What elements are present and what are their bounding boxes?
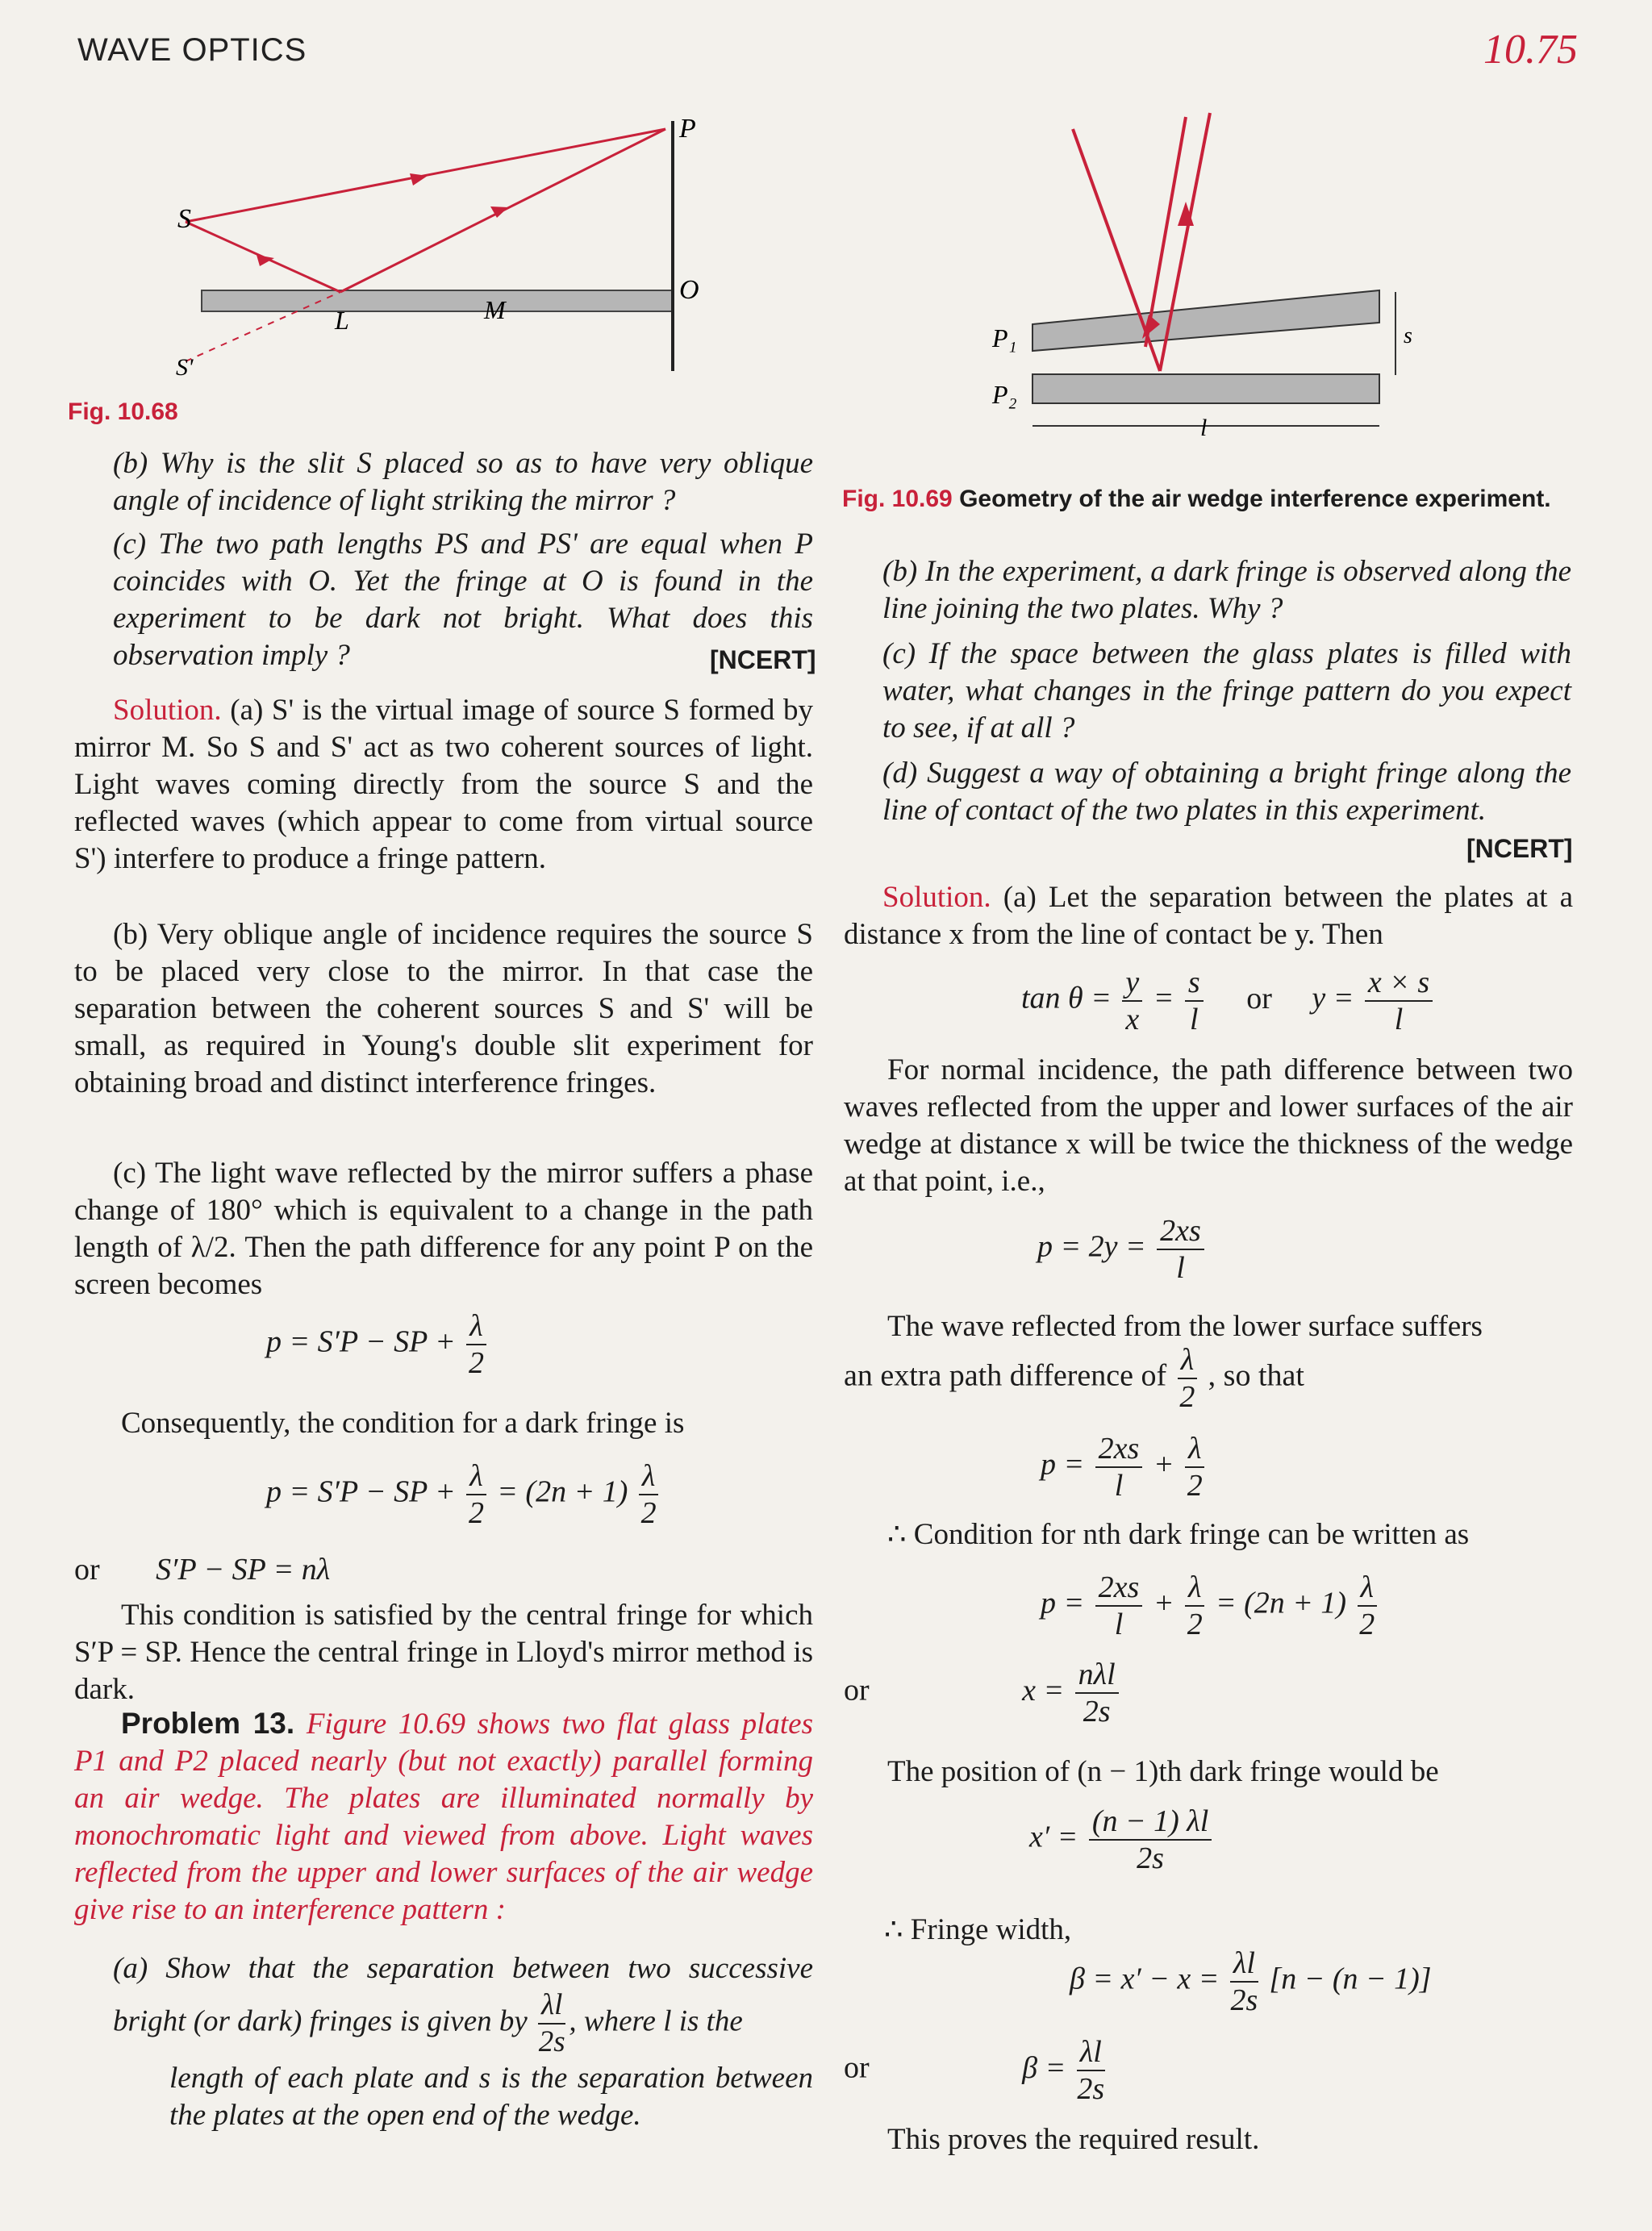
page-number: 10.75 bbox=[1483, 27, 1578, 73]
label-p1: P₁ bbox=[992, 323, 1017, 352]
solution-label: Solution. bbox=[113, 694, 222, 727]
x-prime-equation: x′ = $\frac{(n - 1) \lambda l}{2s}$ bbox=[1029, 1804, 1215, 1876]
ray-direct bbox=[186, 129, 665, 222]
p-equation-2: p = $\frac{2xs}{l}$ + $\frac{\lambda}{2}$ = (2n + 1) $\frac{\lambda}{2}$ bbox=[1041, 1570, 1380, 1642]
label-l: l bbox=[1200, 415, 1208, 441]
beta-equation-1: β = x′ − x = $\frac{\lambda l}{2s}$ [n − (n − 1)] bbox=[1070, 1946, 1432, 2017]
proves-result: This proves the required result. bbox=[887, 2123, 1260, 2156]
mirror-bar bbox=[202, 290, 673, 311]
p-2y-equation: p = 2y = $\frac{2xs}{l}$ bbox=[1037, 1213, 1208, 1286]
plate-p2 bbox=[1032, 374, 1379, 403]
label-s: S bbox=[177, 204, 191, 234]
ncert-tag-right: [NCERT] bbox=[1466, 834, 1573, 863]
label-s-prime: S' bbox=[176, 354, 194, 381]
label-p: P bbox=[679, 114, 696, 144]
right-solution-a: Solution. (a) Let the separation between the plates at a distance x from the line of contact be y. Then bbox=[844, 881, 1573, 951]
problem-part-a: (a) Show that the separation between two successive bright (or dark) fringes is given by $\frac{\lambda l}{2s}$ , where l is the bbox=[113, 1952, 813, 2058]
figure-10-68 bbox=[73, 105, 734, 403]
left-solution-a: Solution. (a) S' is the virtual image of source S formed by mirror M. So S and S' act as two coherent sources of light. Light waves coming directly from the source S and the reflected waves (which appear to come from virtual source S') interfere to produce a fringe pattern. bbox=[74, 694, 813, 875]
left-question-b: (b) Why is the slit S placed so as to have very oblique angle of incidence of light striking the mirror ? bbox=[113, 447, 813, 517]
fig-10-68-caption: Fig. 10.68 bbox=[68, 398, 178, 425]
ncert-tag-left: [NCERT] bbox=[710, 645, 816, 674]
dark-fringe-condition: Consequently, the condition for a dark fringe is bbox=[121, 1407, 685, 1440]
left-question-c: (c) The two path lengths PS and PS' are equal when P coincides with O. Yet the fringe at O is found in the experiment to be dark not bright. What does this observation imply ? bbox=[113, 528, 813, 672]
right-question-d: (d) Suggest a way of obtaining a bright fringe along the line of contact of the two plates in this experiment. bbox=[882, 757, 1571, 827]
fig-10-69-caption: Fig. 10.69 Geometry of the air wedge interference experiment. bbox=[842, 486, 1551, 512]
normal-incidence-text: For normal incidence, the path difference between two waves reflected from the upper and lower surfaces of the air wedge at distance x will be twice the thickness of the wedge at that point, i.e., bbox=[844, 1053, 1573, 1198]
central-fringe-text: This condition is satisfied by the central fringe for which S′P = SP. Hence the central fringe in Lloyd's mirror method is dark. bbox=[74, 1599, 813, 1706]
right-question-c: (c) If the space between the glass plates is filled with water, what changes in the fringe pattern do you expect to see, if at all ? bbox=[882, 637, 1571, 744]
tan-equation: tan θ = $\frac{y}{x}$ = $\frac{s}{l}$ or y = $\frac{x \times s}{l}$ bbox=[1021, 965, 1436, 1037]
fringe-width-label: ∴ Fringe width, bbox=[884, 1913, 1072, 1946]
label-l: L bbox=[335, 306, 349, 335]
beta-equation-2-line: or β = $\frac{\lambda l}{2s}$ bbox=[844, 2035, 1105, 2106]
left-solution-c: (c) The light wave reflected by the mirror suffers a phase change of 180° which is equivalent to a change in the path length of λ/2. Then the path difference for any point P on the screen becomes bbox=[74, 1157, 813, 1301]
p-equation: p = $\frac{2xs}{l}$ + $\frac{\lambda}{2}$ bbox=[1041, 1431, 1208, 1503]
x-equation-line: or x = $\frac{\text{nλl}}{2s}$ bbox=[844, 1657, 1122, 1729]
or-line-left: or S′P − SP = nλ bbox=[74, 1553, 331, 1587]
label-p2: P₂ bbox=[992, 380, 1017, 409]
right-question-b: (b) In the experiment, a dark fringe is observed along the line joining the two plates. Why ? bbox=[882, 555, 1571, 625]
problem-part-a-tail: length of each plate and s is the separation between the plates at the open end of the wedge. bbox=[169, 2062, 813, 2132]
extra-path-line: an extra path difference of $\frac{\lambda}{2}$ , so that bbox=[844, 1343, 1304, 1414]
equation-2: p = S′P − SP + $\frac{\lambda}{2}$ = (2n + 1) $\frac{\lambda}{2}$ bbox=[266, 1458, 661, 1531]
problem-13: Problem 13. Figure 10.69 shows two flat glass plates P1 and P2 placed nearly (but not exactly) parallel forming an air wedge. The plates are illuminated normally by monochromatic light and viewed from above. Light waves reflected from the upper and lower surfaces of the air wedge give rise to an interference pattern : bbox=[74, 1707, 814, 1926]
label-m: M bbox=[484, 295, 506, 324]
chapter-header: WAVE OPTICS bbox=[77, 32, 307, 68]
label-s: s bbox=[1404, 323, 1412, 348]
equation-1: p = S′P − SP + $\frac{\lambda}{2}$ bbox=[266, 1308, 490, 1381]
label-o: O bbox=[679, 275, 699, 305]
left-solution-b: (b) Very oblique angle of incidence requires the source S to be placed very close to the mirror. In that case the separation between the coherent sources S and S' will be small, as required in Young's double slit experiment for obtaining broad and distinct interference fringes. bbox=[74, 918, 813, 1099]
position-n-1-text: The position of (n − 1)th dark fringe would be bbox=[887, 1755, 1439, 1788]
lower-surface-text: The wave reflected from the lower surface suffers bbox=[887, 1310, 1483, 1343]
plate-p1 bbox=[1032, 290, 1379, 351]
nth-dark-condition: ∴ Condition for nth dark fringe can be written as bbox=[887, 1518, 1470, 1551]
figure-10-69 bbox=[984, 105, 1436, 452]
